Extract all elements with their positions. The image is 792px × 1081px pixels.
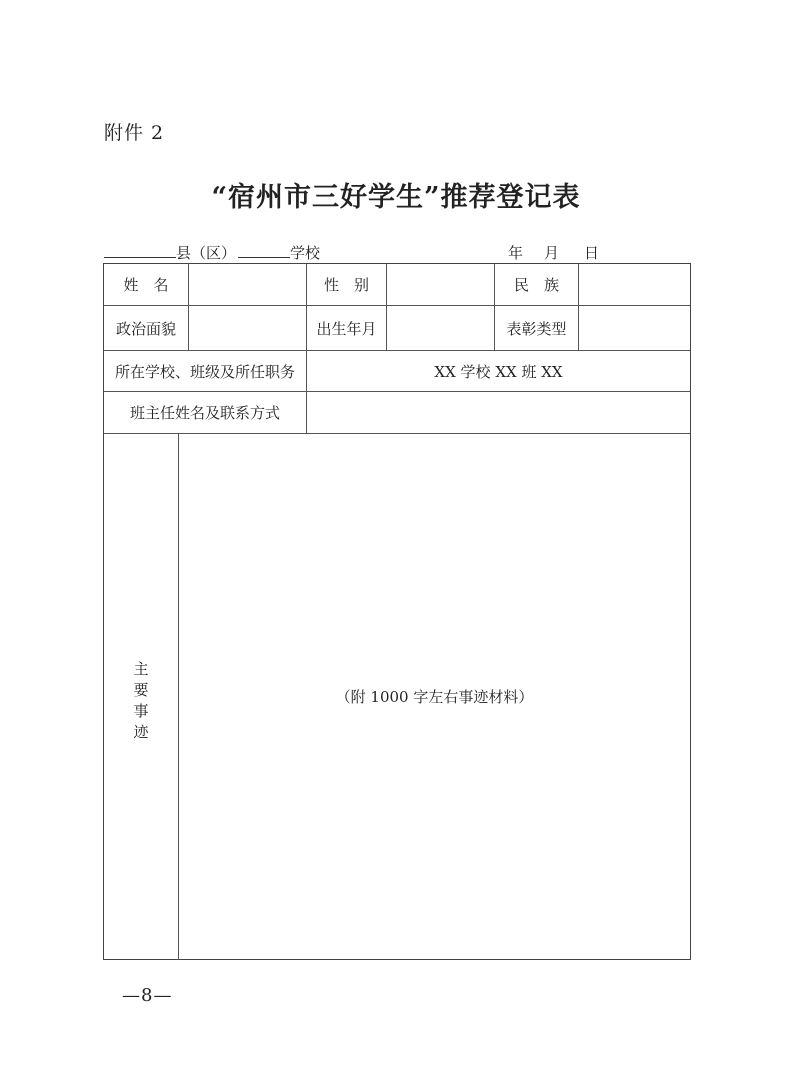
deeds-note: （附 1000 字左右事迹材料） bbox=[335, 688, 534, 706]
name-label: 姓 名 bbox=[123, 276, 169, 294]
gender-field[interactable] bbox=[387, 264, 494, 305]
day-label: 日 bbox=[584, 244, 600, 262]
gender-label: 性 别 bbox=[323, 276, 369, 294]
form-title: “宿州市三好学生”推荐登记表 bbox=[211, 182, 581, 213]
ethnicity-label: 民 族 bbox=[513, 276, 559, 294]
school-class-label: 所在学校、班级及所任职务 bbox=[114, 362, 295, 381]
school-class-field[interactable]: XX 学校 XX 班 XX bbox=[434, 362, 563, 381]
name-field[interactable] bbox=[189, 264, 306, 305]
attachment-label: 附件 2 bbox=[104, 122, 165, 144]
school-blank bbox=[238, 243, 290, 258]
form-header-line bbox=[104, 242, 320, 263]
month-label: 月 bbox=[544, 244, 560, 262]
teacher-contact-label: 班主任姓名及联系方式 bbox=[129, 404, 280, 422]
political-status-field[interactable] bbox=[189, 306, 306, 350]
main-deeds-char: 迹 bbox=[133, 723, 149, 741]
page-number: —8— bbox=[122, 985, 173, 1006]
ethnicity-field[interactable] bbox=[579, 264, 690, 305]
main-deeds-char: 事 bbox=[133, 702, 149, 720]
main-deeds-label bbox=[104, 659, 178, 743]
school-label: 学校 bbox=[290, 244, 321, 262]
award-type-field[interactable] bbox=[579, 306, 690, 350]
county-label: 县（区） bbox=[176, 244, 237, 262]
award-type-label: 表彰类型 bbox=[506, 319, 567, 338]
birth-date-label: 出生年月 bbox=[316, 319, 377, 338]
county-blank bbox=[104, 243, 176, 258]
year-label: 年 bbox=[508, 244, 524, 262]
teacher-contact-field[interactable] bbox=[307, 392, 690, 433]
main-deeds-field[interactable] bbox=[179, 434, 690, 959]
birth-date-field[interactable] bbox=[387, 306, 494, 350]
political-status-label: 政治面貌 bbox=[115, 319, 176, 338]
main-deeds-char: 要 bbox=[133, 681, 149, 699]
registration-form bbox=[103, 263, 691, 960]
main-deeds-char: 主 bbox=[133, 660, 149, 678]
